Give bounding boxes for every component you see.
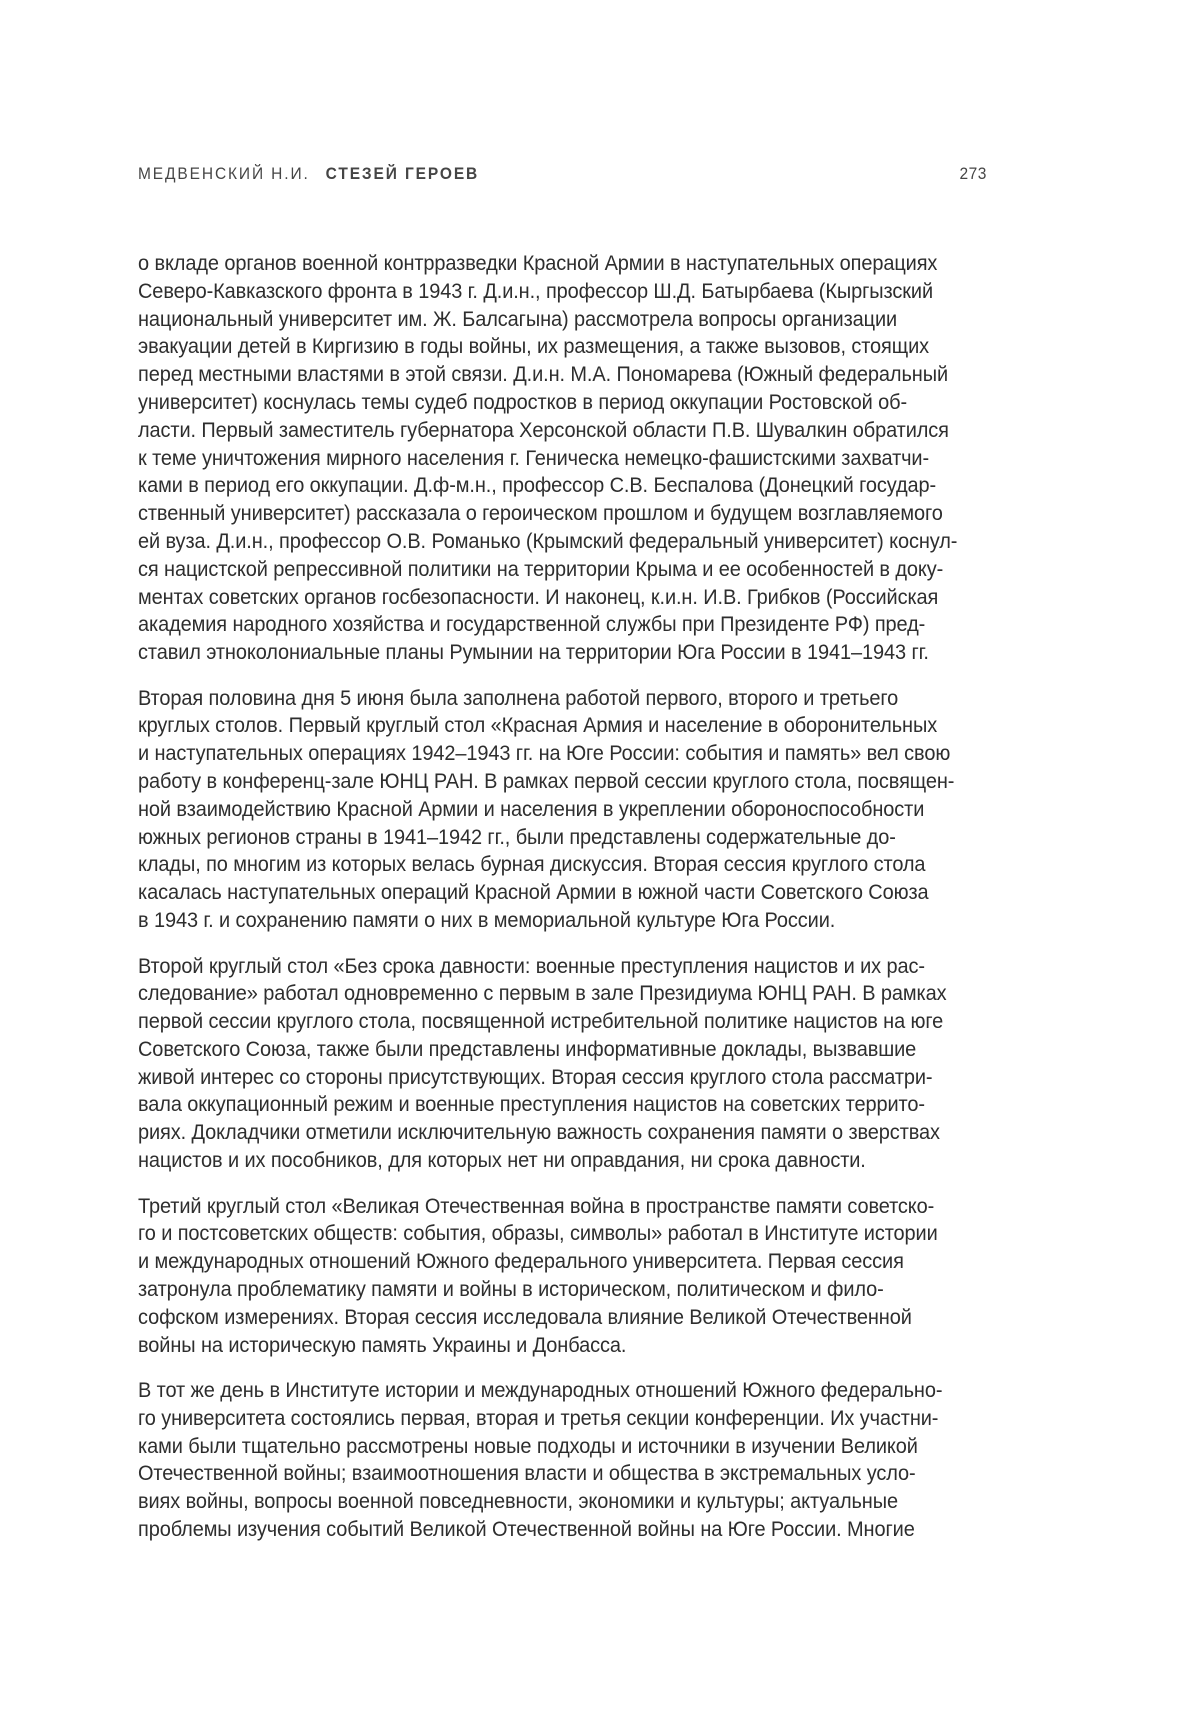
running-header bbox=[138, 164, 987, 184]
body-text bbox=[138, 250, 1050, 1562]
page-number: 273 bbox=[959, 165, 987, 183]
paragraph: о вкладе органов военной контрразведки Красной Армии в наступательных операциях Северо-Кавказского фронта в 1943 г. Д.и.н., профессор Ш.Д. Батырбаева (Кыргызский национальный университет им. Ж. Балсагына) рассмотрела вопросы организации эвакуации детей в Киргизию в годы войны, их размещения, а также вызовов, стоящих перед местными властями в этой связи. Д.и.н. М.А. Пономарева (Южный федеральный университет) коснулась темы судеб подростков в период оккупации Ростовской об- ласти. Первый заместитель губернатора Херсонской области П.В. Шувалкин обратился к теме уничтожения мирного населения г. Геническа немецко-фашистскими захватчи- ками в период его оккупации. Д.ф-м.н., профессор С.В. Беспалова (Донецкий государ- ственный университет) рассказала о героическом прошлом и будущем возглавляемого ей вуза. Д.и.н., профессор О.В. Романько (Крымский федеральный университет) коснул- ся нацистской репрессивной политики на территории Крыма и ее особенностей в доку- ментах советских органов госбезопасности. И наконец, к.и.н. И.В. Грибков (Российская академия народного хозяйства и государственной службы при Президенте РФ) пред- ставил этноколониальные планы Румынии на территории Юга России в 1941–1943 гг. bbox=[138, 252, 958, 665]
header-book-title: СТЕЗЕЙ ГЕРОЕВ bbox=[325, 165, 480, 183]
paragraph: В тот же день в Институте истории и международных отношений Южного федерально- го университета состоялись первая, вторая и третья секции конференции. Их участни- ками были тщательно рассмотрены новые подходы и источники в изучении Великой Отечественной войны; взаимоотношения власти и общества в экстремальных усло- виях войны, вопросы военной повседневности, экономики и культуры; актуальные проблемы изучения событий Великой Отечественной войны на Юге России. Многие bbox=[138, 1379, 943, 1542]
paragraph: Вторая половина дня 5 июня была заполнена работой первого, второго и третьего круглых столов. Первый круглый стол «Красная Армия и население в оборонительных и наступательных операциях 1942–1943 гг. на Юге России: события и память» вел свою работу в конференц-зале ЮНЦ РАН. В рамках первой сессии круглого стола, посвящен- ной взаимодействию Красной Армии и населения в укреплении обороноспособности южных регионов страны в 1941–1942 гг., были представлены содержательные до- клады, по многим из которых велась бурная дискуссия. Вторая сессия круглого стола касалась наступательных операций Красной Армии в южной части Советского Союза в 1943 г. и сохранению памяти о них в мемориальной культуре Юга России. bbox=[138, 686, 955, 933]
paragraph: Третий круглый стол «Великая Отечественная война в пространстве памяти советско- го и постсоветских обществ: события, образы, символы» работал в Институте истории и международных отношений Южного федерального университета. Первая сессия затронула проблематику памяти и войны в историческом, политическом и фило- софском измерениях. Вторая сессия исследовала влияние Великой Отечественной войны на историческую память Украины и Донбасса. bbox=[138, 1194, 938, 1357]
header-author: МЕДВЕНСКИЙ Н.И. bbox=[138, 165, 310, 183]
paragraph: Второй круглый стол «Без срока давности: военные преступления нацистов и их рас- следование» работал одновременно с первым в зале Президиума ЮНЦ РАН. В рамках первой сессии круглого стола, посвященной истребительной политике нацистов на юге Советского Союза, также были представлены информативные доклады, вызвавшие живой интерес со стороны присутствующих. Вторая сессия круглого стола рассматри- вала оккупационный режим и военные преступления нацистов на советских террито- риях. Докладчики отметили исключительную важность сохранения памяти о зверствах нацистов и их пособников, для которых нет ни оправдания, ни срока давности. bbox=[138, 954, 947, 1173]
